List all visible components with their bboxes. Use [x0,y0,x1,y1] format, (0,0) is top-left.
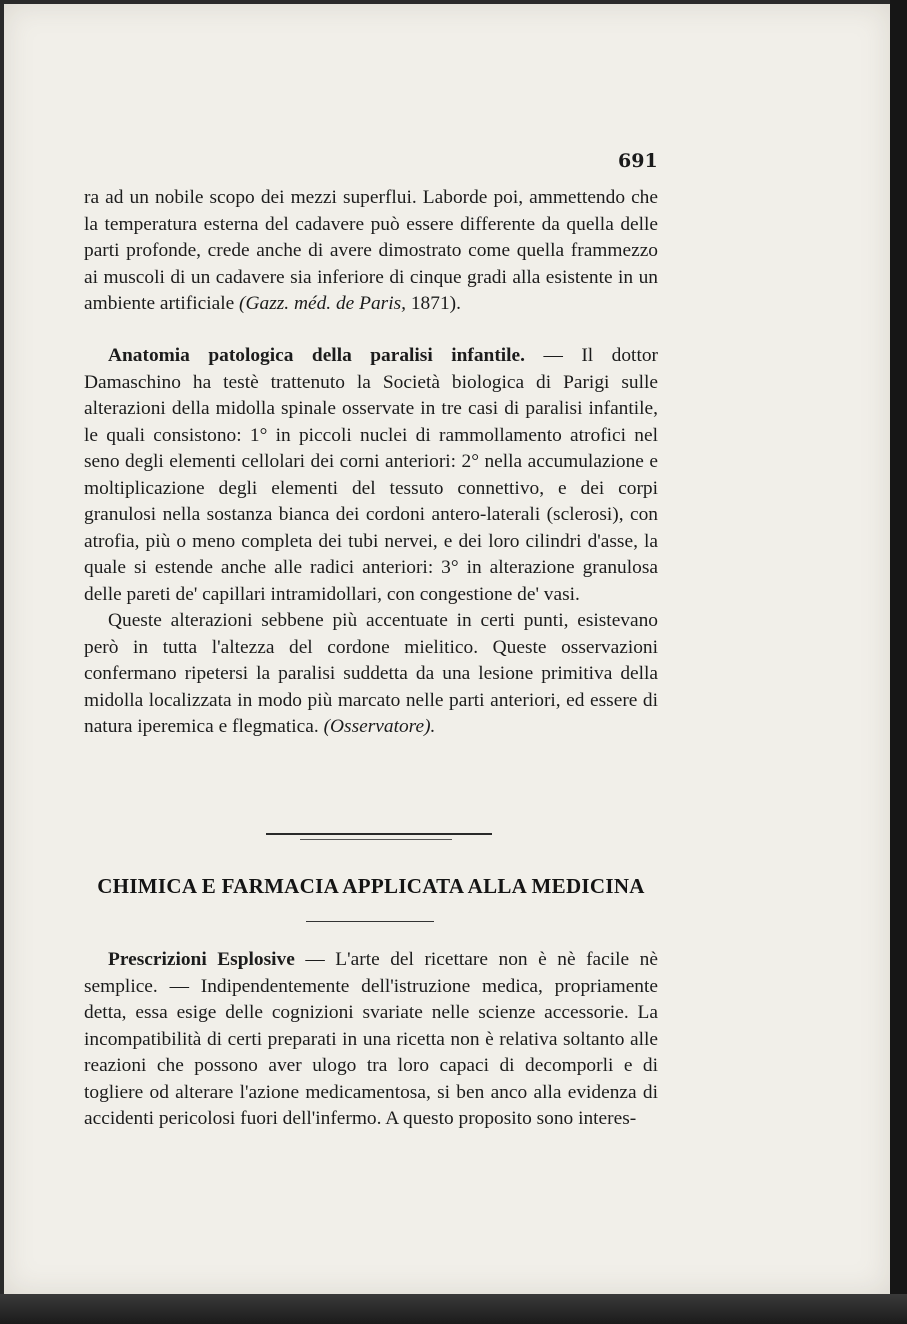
alterazioni-body: Queste alterazioni sebbene più accentuate in certi punti, esistevano però in tutta l'altezza del cordone mielitico. Queste osservazioni confermano ripetersi la paralisi suddetta da una lesione primitiva della midolla localizzata in modo più marcato nelle parti anteriori, ed essere di natura iperemica e flegmatica. [84,610,658,737]
article-title-prescrizioni: Prescrizioni Esplosive [108,949,295,970]
section-rule-bottom [306,921,434,922]
laborde-citation: (Gazz. méd. de Paris, [239,293,407,314]
page-number: 691 [618,150,658,172]
article-title-anatomia: Anatomia patologica della paralisi infantile. [108,345,526,366]
scan-border-bottom [0,1294,907,1324]
scan-border-right [890,0,907,1324]
paragraph-anatomia [84,343,658,608]
laborde-citation-end: 1871). [406,293,461,314]
laborde-text: ra ad un nobile scopo dei mezzi superflui. Laborde poi, ammettendo che la temperatura esterna del cadavere può essere differente da quella delle parti profonde, crede anche di avere dimostrato come quella frammezzo ai muscoli di un cadavere sia inferiore di cinque gradi alla esistente in un ambiente artificiale [84,187,658,314]
article-prescrizioni [84,947,658,1133]
section-rule-top-thin [300,839,452,840]
scanned-page [4,4,890,1294]
article-anatomia [84,343,658,741]
paragraph-laborde [84,185,658,318]
prescrizioni-body: — L'arte del ricettare non è nè facile nè semplice. — Indipendentemente dell'istruzione medica, propriamente detta, essa esige delle cognizioni svariate nelle scienze accessorie. La incompatibilità di certi preparati in una ricetta non è relativa soltanto alle reazioni che possono aver ulogo tra loro capaci di decomporli e di togliere od alterare l'azione medicamentosa, si ben anco alla evidenza di accidenti pericolosi fuori dell'infermo. A questo proposito sono interes- [84,949,658,1129]
paragraph-alterazioni [84,608,658,741]
alterazioni-citation: (Osservatore). [323,716,436,737]
section-rule-top [266,833,492,835]
paragraph-laborde-text [84,185,658,318]
anatomia-body: — Il dottor Damaschino ha testè trattenuto la Società biologica di Parigi sulle alterazioni della midolla spinale osservate in tre casi di paralisi infantile, le quali consistono: 1° in piccoli nuclei di rammollamento atrofici nel seno degli elementi cellolari dei corni anteriori: 2° nella accumulazione e moltiplicazione degli elementi del tessuto connettivo, e dei corpi granulosi nella sostanza bianca dei cordoni antero-laterali (sclerosi), con atrofia, più o meno completa dei tubi nervei, e dei loro cilindri d'asse, la quale si estende anche alle radici anteriori: 3° in alterazione granulosa delle pareti de' capillari intramidollari, con congestione de' vasi. [84,345,658,605]
paragraph-prescrizioni [84,947,658,1133]
section-heading: CHIMICA E FARMACIA APPLICATA ALLA MEDICINA [97,874,645,898]
